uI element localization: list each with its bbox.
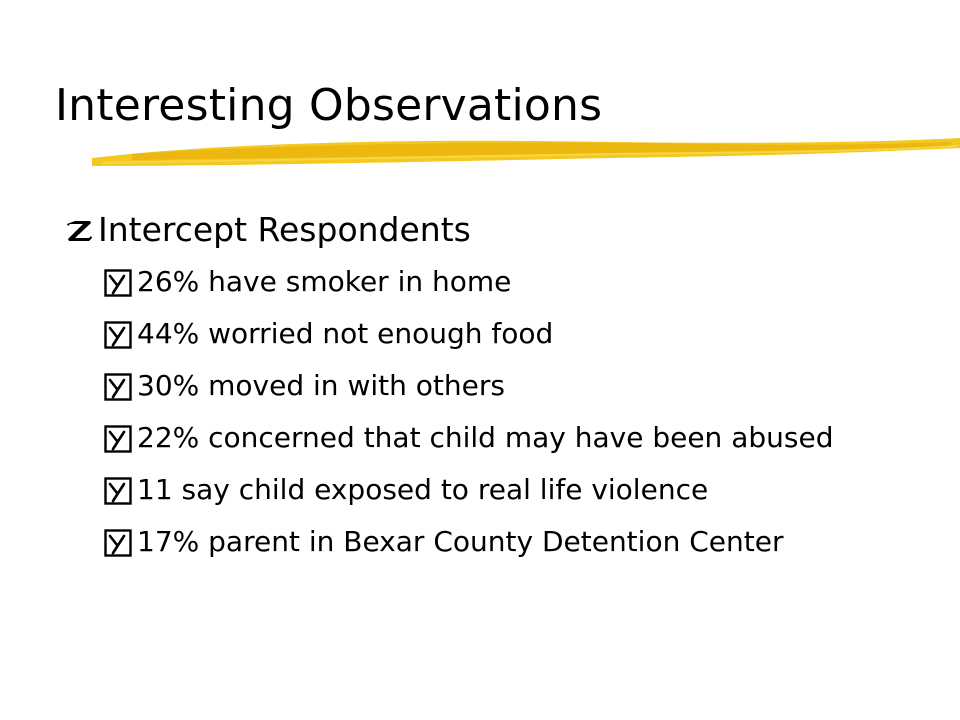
observation-item xyxy=(104,418,924,458)
boxed-x-bullet-icon xyxy=(104,529,132,557)
heading-intercept-respondents xyxy=(62,206,471,254)
observation-item xyxy=(104,262,924,302)
title-underline-stroke xyxy=(92,130,960,180)
observation-item xyxy=(104,522,924,562)
observation-text: 30% moved in with others xyxy=(137,369,505,402)
observation-item xyxy=(104,366,924,406)
z-bullet-icon xyxy=(62,215,96,243)
boxed-x-bullet-icon xyxy=(104,425,132,453)
observation-item xyxy=(104,470,924,510)
observation-text: 17% parent in Bexar County Detention Center xyxy=(137,525,784,558)
boxed-x-bullet-icon xyxy=(104,373,132,401)
observation-text: 26% have smoker in home xyxy=(137,265,512,298)
observation-text: 11 say child exposed to real life violence xyxy=(137,473,709,506)
observation-list xyxy=(104,262,924,574)
boxed-x-bullet-icon xyxy=(104,269,132,297)
observation-item xyxy=(104,314,924,354)
heading-label: Intercept Respondents xyxy=(98,210,471,249)
observation-text: 44% worried not enough food xyxy=(137,317,554,350)
slide-title: Interesting Observations xyxy=(55,80,603,131)
boxed-x-bullet-icon xyxy=(104,477,132,505)
boxed-x-bullet-icon xyxy=(104,321,132,349)
observation-text: 22% concerned that child may have been abused xyxy=(137,421,834,454)
